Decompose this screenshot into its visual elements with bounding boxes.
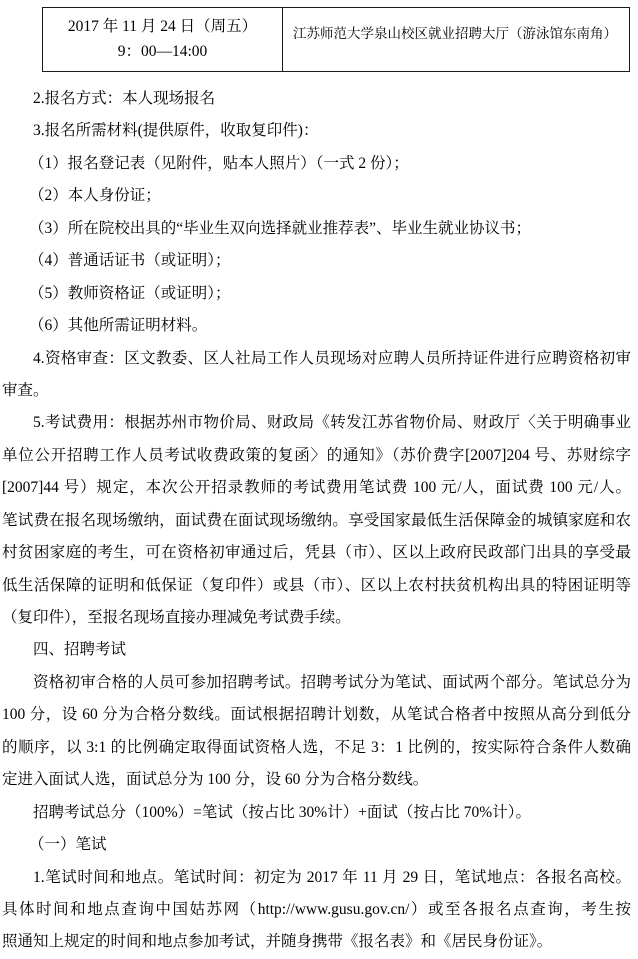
text-line: 定进入面试人选，面试总分为 100 分，设 60 分为合格分数线。 — [2, 771, 429, 789]
text-line: 的顺序，以 3:1 的比例确定取得面试资格人选，不足 3：1 比例的，按实际符合条件人数确 — [2, 738, 631, 756]
text-line: （2）本人身份证； — [29, 187, 161, 205]
schedule-date: 2017 年 11 月 24 日（周五） — [67, 18, 258, 35]
schedule-location-cell — [283, 8, 629, 71]
section-heading: 四、招聘考试 — [33, 641, 127, 659]
text-line: 村贫困家庭的考生，可在资格初审通过后，凭县（市）、区以上政府民政部门出具的享受最 — [2, 544, 631, 562]
schedule-location: 江苏师范大学泉山校区就业招聘大厅（游泳馆东南角） — [293, 26, 617, 41]
text-line: （5）教师资格证（或证明）； — [29, 284, 231, 302]
text-line: [2007]44 号）规定，本次公开招录教师的考试费用笔试费 100 元/人，面试费 100 元/人。 — [2, 479, 631, 497]
text-line: 4.资格审查：区文教委、区人社局工作人员现场对应聘人员所持证件进行应聘资格初审 — [33, 349, 631, 367]
text-line: 3.报名所需材料(提供原件，收取复印件)： — [33, 122, 319, 140]
text-line: 审查。 — [2, 381, 49, 399]
text-line: 100 分，设 60 分为合格分数线。面试根据招聘计划数，从笔试合格者中按照从高分到低分 — [2, 706, 631, 724]
document-body — [2, 83, 631, 959]
text-line: （6）其他所需证明材料。 — [29, 317, 208, 335]
text-line: （4）普通话证书（或证明）； — [29, 252, 231, 270]
text-line: 具体时间和地点查询中国姑苏网（http://www.gusu.gov.cn/）或至各报名点查询，考生按 — [2, 900, 631, 918]
text-line: （1）报名登记表（见附件，贴本人照片）（一式 2 份）； — [29, 154, 409, 172]
text-line: 2.报名方式：本人现场报名 — [33, 90, 216, 107]
schedule-table — [42, 7, 630, 72]
text-line: 单位公开招聘工作人员考试收费政策的复函〉的通知》（苏价费字[2007]204 号、苏财综字 — [2, 446, 631, 464]
subsection-heading: （一）笔试 — [29, 836, 107, 854]
text-line: （复印件），至报名现场直接办理减免考试费手续。 — [2, 609, 351, 626]
text-line: 笔试费在报名现场缴纳，面试费在面试现场缴纳。享受国家最低生活保障金的城镇家庭和农 — [2, 511, 631, 529]
text-line: 资格初审合格的人员可参加招聘考试。招聘考试分为笔试、面试两个部分。笔试总分为 — [33, 673, 631, 691]
schedule-date-cell — [43, 8, 283, 71]
text-line: 1.笔试时间和地点。笔试时间：初定为 2017 年 11 月 29 日，笔试地点：各报名高校。 — [33, 868, 631, 886]
text-line: 招聘考试总分（100%）=笔试（按占比 30%计）+面试（按占比 70%计）。 — [33, 803, 531, 821]
schedule-time: 9：00—14:00 — [117, 43, 208, 60]
text-line: 5.考试费用：根据苏州市物价局、财政局《转发江苏省物价局、财政厅〈关于明确事业 — [33, 414, 631, 432]
text-line: 照通知上规定的时间和地点参加考试，并随身携带《报名表》和《居民身份证》。 — [2, 933, 553, 951]
text-line: 低生活保障的证明和低保证（复印件）或县（市）、区以上农村扶贫机构出具的特困证明等 — [2, 576, 631, 594]
text-line: （3）所在院校出具的“毕业生双向选择就业推荐表”、毕业生就业协议书； — [29, 219, 532, 237]
